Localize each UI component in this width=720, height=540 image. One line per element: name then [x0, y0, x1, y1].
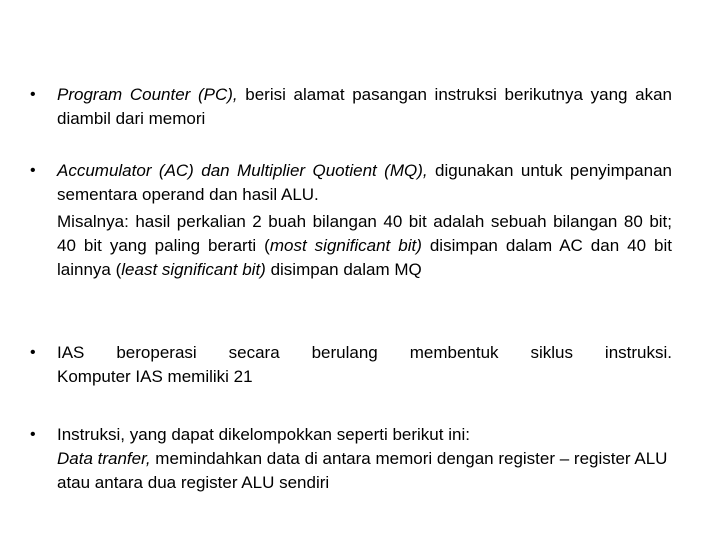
bullet-icon: •: [30, 344, 36, 361]
program-counter-description: berisi alamat pasangan instruksi berikutnya yang akan diambil dari memori: [57, 85, 672, 128]
bullet-item-ias: [30, 341, 672, 389]
instruksi-intro: Instruksi, yang dapat dikelompokkan seperti berikut ini:: [57, 425, 470, 444]
accumulator-description: digunakan untuk penyimpanan sementara operand dan hasil ALU.: [57, 161, 672, 204]
term-program-counter: Program Counter (PC),: [57, 85, 238, 104]
bullet-text: [57, 83, 672, 131]
bullet-icon: •: [30, 162, 36, 179]
bullet-text: [57, 159, 672, 282]
data-transfer-description: Data tranfer, memindahkan data di antara memori dengan register – register ALU atau antara dua register ALU sendiri: [57, 449, 668, 492]
bullet-item-program-counter: [30, 83, 672, 131]
ias-line-1: IAS beroperasi secara berulang membentuk siklus instruksi.: [57, 343, 672, 362]
bullet-icon: •: [30, 426, 36, 443]
ias-line-2: Komputer IAS memiliki 21: [57, 367, 253, 386]
term-most-significant-bit: most significant bit): [269, 236, 422, 255]
bullet-text: [57, 341, 672, 389]
bullet-text: [57, 423, 672, 495]
bullet-item-accumulator: [30, 159, 672, 282]
term-accumulator-mq: Accumulator (AC) dan Multiplier Quotient (MQ),: [57, 161, 428, 180]
term-data-transfer: Data tranfer,: [57, 449, 151, 468]
bullet-icon: •: [30, 86, 36, 103]
accumulator-example: Misalnya: hasil perkalian 2 buah bilangan 40 bit adalah sebuah bilangan 80 bit; 40 bit yang paling berarti (most significant bit) disimpan dalam AC dan 40 bit lainnya (least significant bit) disimpan dalam MQ: [57, 212, 672, 279]
term-least-significant-bit: least significant bit): [121, 260, 266, 279]
bullet-item-instruksi: [30, 423, 672, 495]
